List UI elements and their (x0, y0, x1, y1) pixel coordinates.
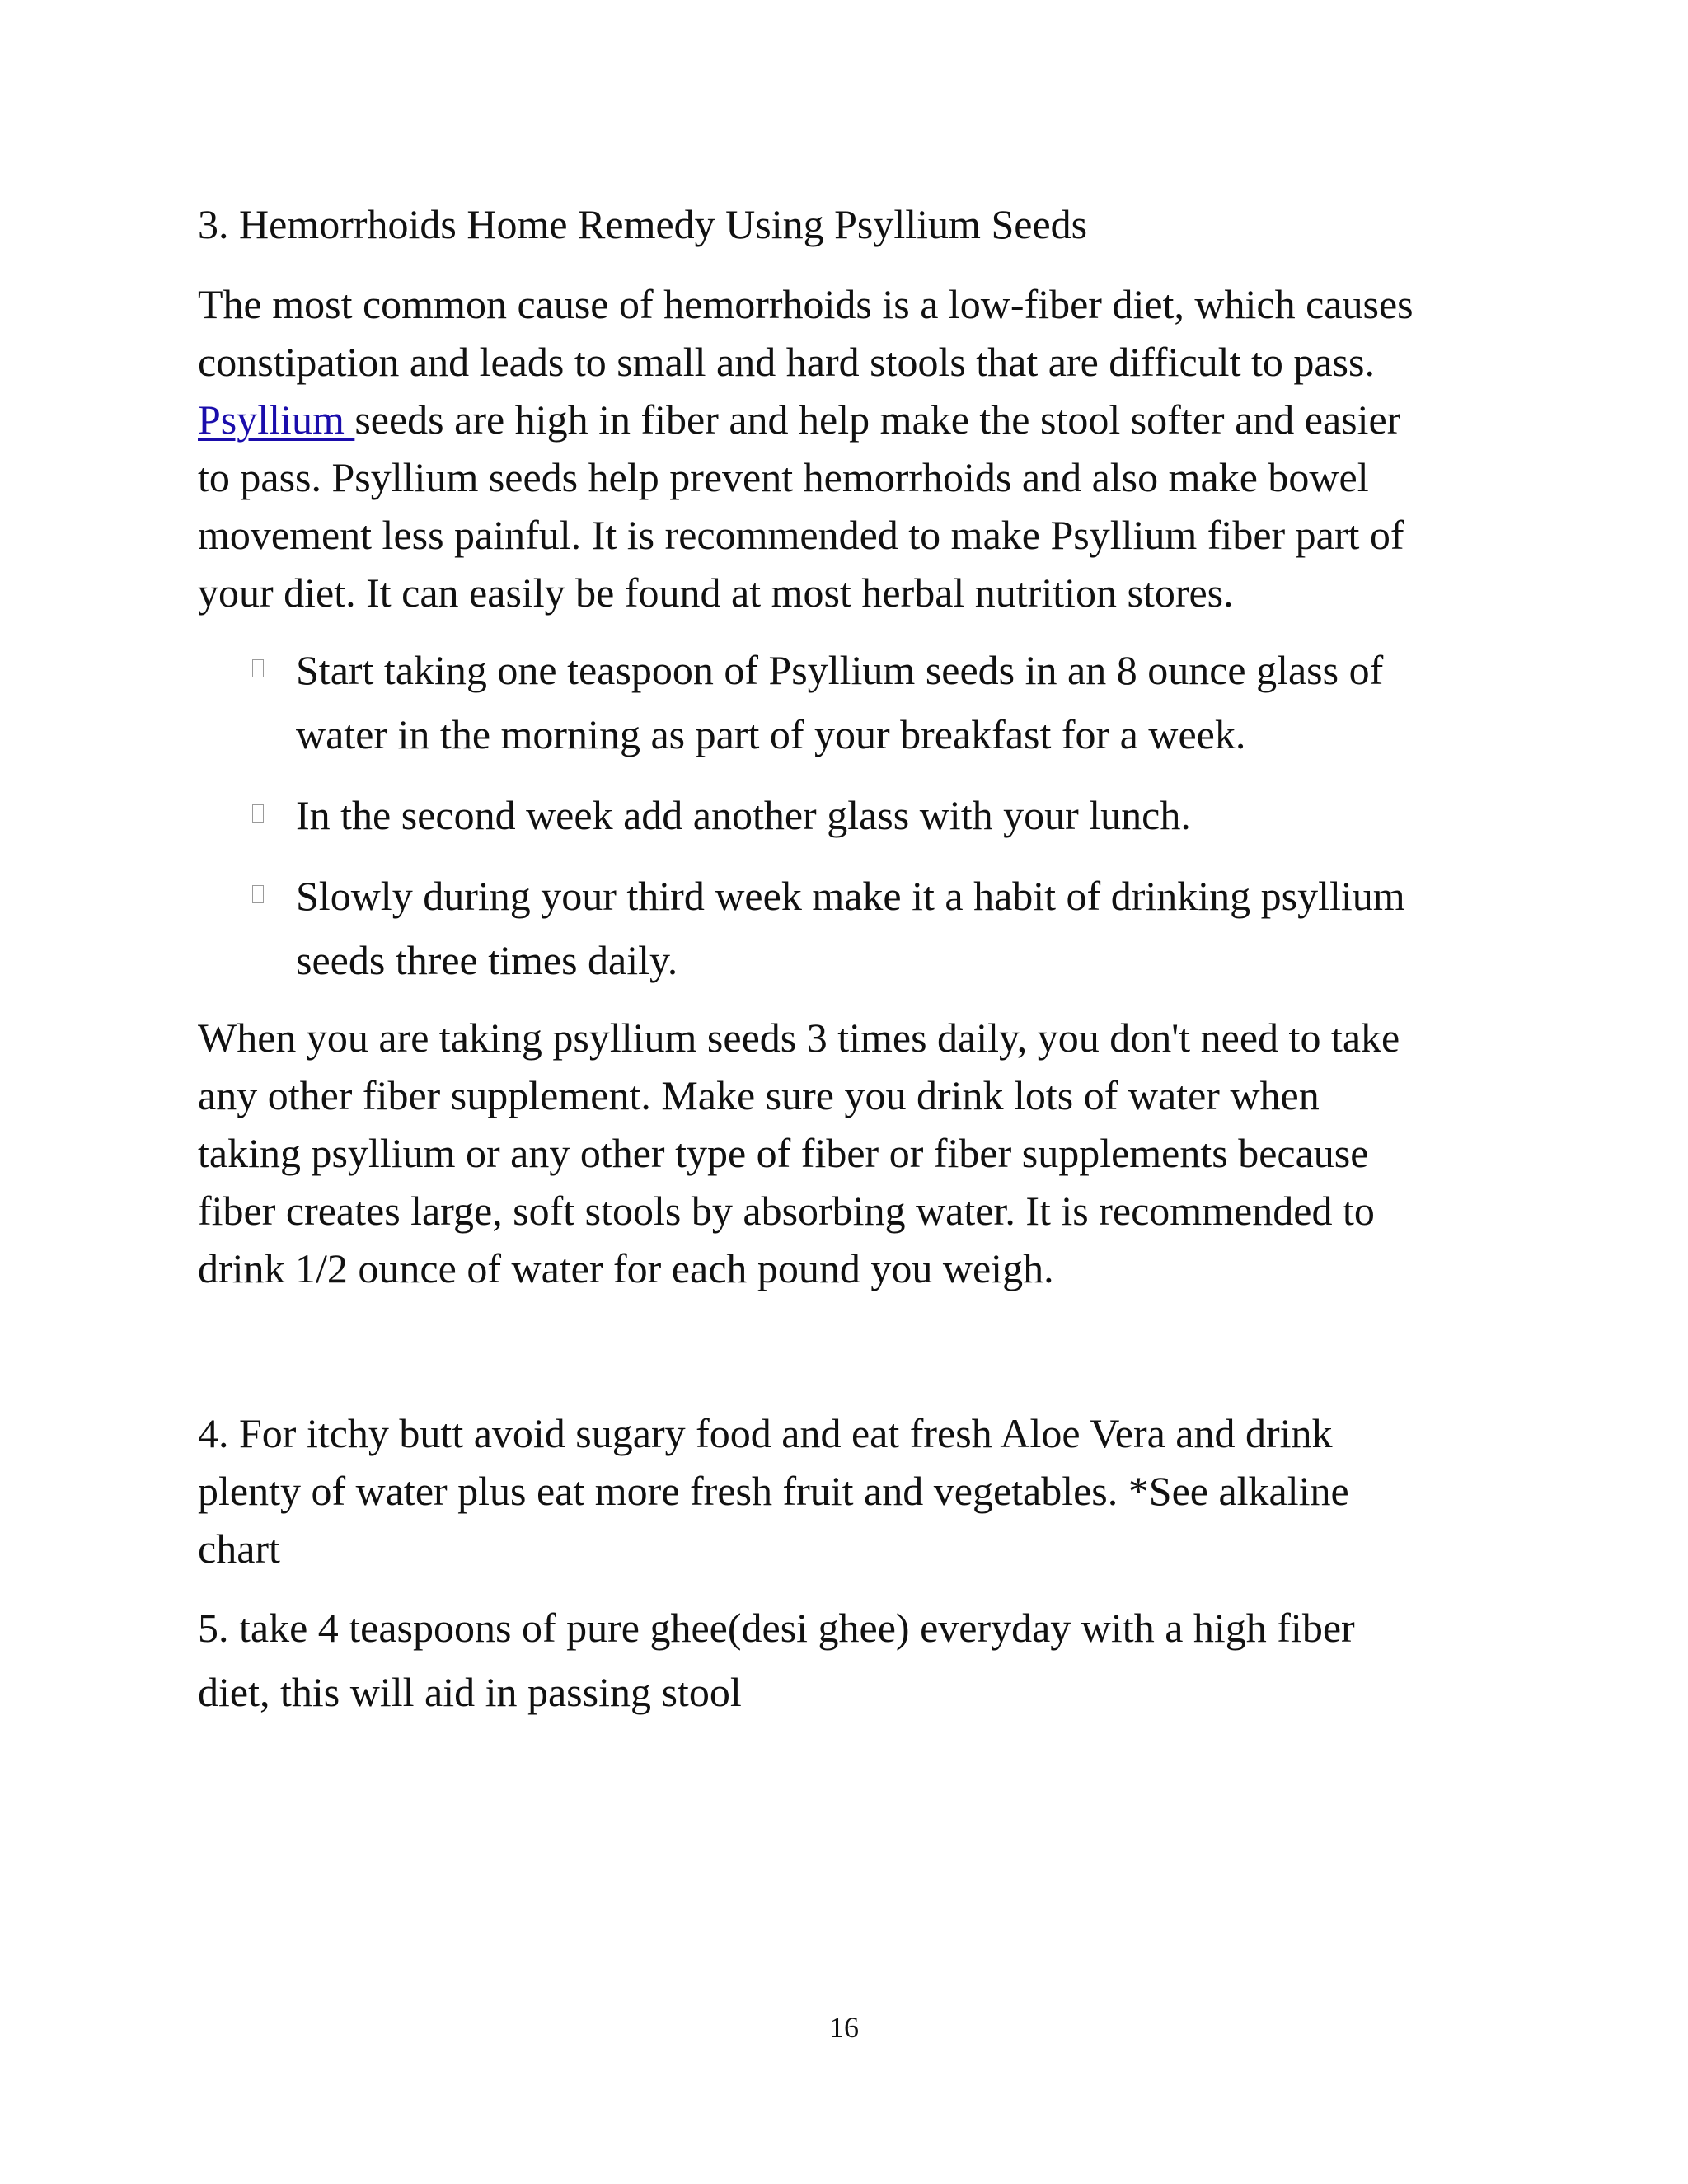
missing-glyph-box-icon (252, 804, 264, 823)
section-3-closing-paragraph: When you are taking psyllium seeds 3 times daily, you don't need to take any other fiber supplement. Make sure you drink lots of water when taking psyllium or any other type of fiber or fiber supplements because fiber creates large, soft stools by absorbing water. It is recommended to drink 1/2 ounce of water for each pound you weigh. (198, 1015, 1400, 1291)
missing-glyph-box-icon (252, 885, 264, 903)
section-4-paragraph: 4. For itchy butt avoid sugary food and eat fresh Aloe Vera and drink plenty of water plus eat more fresh fruit and vegetables. *See alkaline chart (198, 1410, 1349, 1572)
section-5-paragraph: 5. take 4 teaspoons of pure ghee(desi ghee) everyday with a high fiber diet, this will aid in passing stool (198, 1605, 1355, 1715)
section-3-intro-paragraph (198, 275, 1426, 621)
list-item (198, 783, 1426, 847)
section-gap (198, 1297, 1426, 1404)
list-item-text: Start taking one teaspoon of Psyllium seeds in an 8 ounce glass of water in the morning as part of your breakfast for a week. (296, 647, 1384, 757)
instruction-list (198, 638, 1426, 992)
intro-text-after-link: seeds are high in fiber and help make the stool softer and easier to pass. Psyllium seeds help prevent hemorrhoids and also make bowel movement less painful. It is recommended to make Psyllium fiber part of your diet. It can easily be found at most herbal nutrition stores. (198, 396, 1404, 616)
list-item (198, 864, 1426, 992)
document-page (198, 191, 1426, 1724)
intro-text-before-link: The most common cause of hemorrhoids is a low-fiber diet, which causes constipation and leads to small and hard stools that are difficult to pass. (198, 281, 1414, 385)
psyllium-link[interactable]: Psyllium (198, 396, 355, 443)
page-number: 16 (829, 2011, 859, 2044)
section-3-heading: 3. Hemorrhoids Home Remedy Using Psyllium Seeds (198, 201, 1088, 247)
list-item (198, 638, 1426, 766)
list-item-text: Slowly during your third week make it a habit of drinking psyllium seeds three times daily. (296, 873, 1405, 983)
list-item-text: In the second week add another glass with your lunch. (296, 792, 1191, 838)
missing-glyph-box-icon (252, 659, 264, 677)
